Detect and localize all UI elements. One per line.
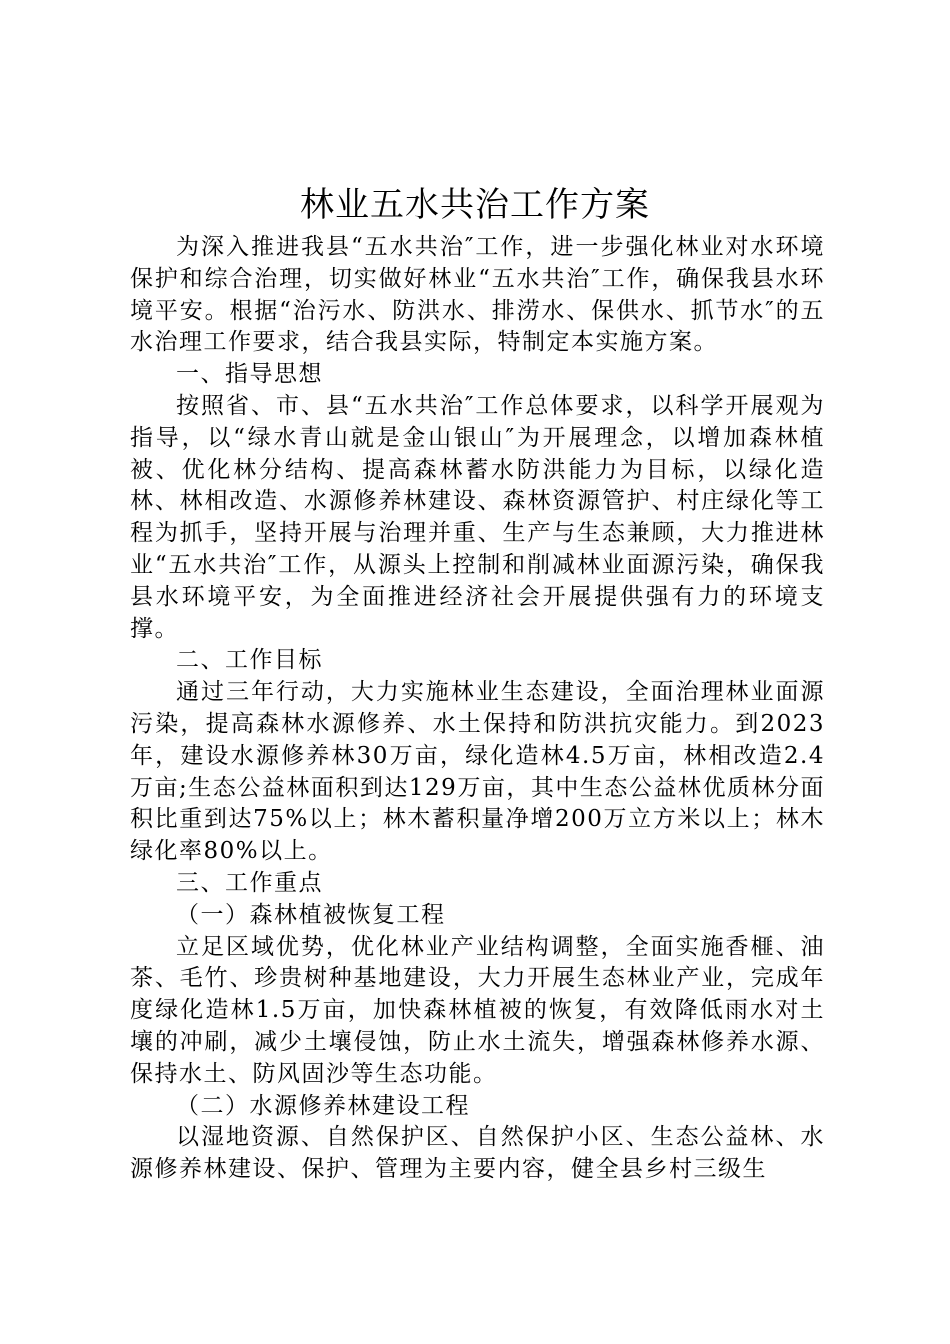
body-paragraph: 以湿地资源、自然保护区、自然保护小区、生态公益林、水源修养林建设、保护、管理为主要内容，健全县乡村三级生 [130, 1124, 825, 1183]
body-paragraph: 按照省、市、县“五水共治″工作总体要求，以科学开展观为指导，以“绿水青山就是金山银山″为开展理念，以增加森林植被、优化林分结构、提高森林蓄水防洪能力为目标，以绿化造林、林相改造、水源修养林建设、森林资源管护、村庄绿化等工程为抓手，坚持开展与治理并重、生产与生态兼顾，大力推进林业“五水共治″工作，从源头上控制和削减林业面源污染，确保我县水环境平安，为全面推进经济社会开展提供强有力的环境支撑。 [130, 392, 825, 642]
document-title: 林业五水共治工作方案 [300, 185, 650, 225]
section-heading: 一、指导思想 [176, 361, 323, 388]
intro-paragraph: 为深入推进我县“五水共治″工作，进一步强化林业对水环境保护和综合治理，切实做好林业“五水共治″工作，确保我县水环境平安。根据“治污水、防洪水、排涝水、保供水、抓节水″的五水治理工作要求，结合我县实际，特制定本实施方案。 [130, 234, 825, 356]
section-heading: 三、工作重点 [176, 869, 323, 896]
body-paragraph: 通过三年行动，大力实施林业生态建设，全面治理林业面源污染，提高森林水源修养、水土保持和防洪抗灾能力。到2023年，建设水源修养林30万亩，绿化造林4.5万亩，林相改造2.4万亩;生态公益林面积到达129万亩，其中生态公益林优质林分面积比重到达75%以上；林木蓄积量净增200万立方米以上；林木绿化率80%以上。 [130, 679, 825, 865]
document-body [130, 232, 825, 1186]
body-paragraph: 立足区域优势，优化林业产业结构调整，全面实施香榧、油茶、毛竹、珍贵树种基地建设，大力开展生态林业产业，完成年度绿化造林1.5万亩，加快森林植被的恢复，有效降低雨水对土壤的冲刷，减少土壤侵蚀，防止水土流失，增强森林修养水源、保持水土、防风固沙等生态功能。 [130, 933, 825, 1087]
subsection-heading: （二）水源修养林建设工程 [176, 1092, 470, 1119]
subsection-heading: （一）森林植被恢复工程 [176, 901, 446, 928]
section-heading: 二、工作目标 [176, 647, 323, 674]
